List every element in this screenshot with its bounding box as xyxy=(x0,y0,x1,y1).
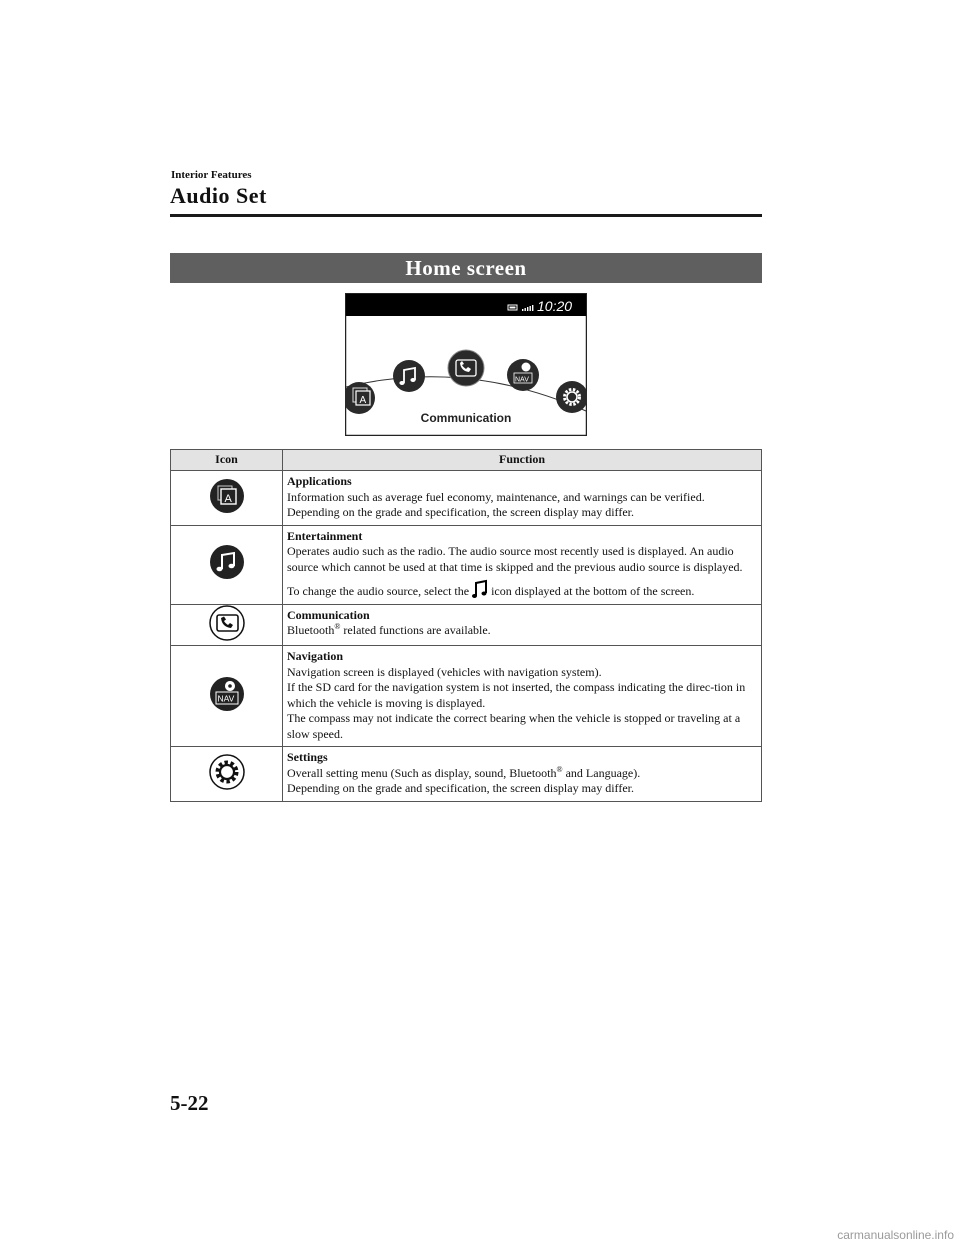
row-text: Navigation screen is displayed (vehicles with navigation system). xyxy=(287,664,602,679)
row-title: Communication xyxy=(287,607,370,622)
row-text: Information such as average fuel economy, maintenance, and warnings can be verified. xyxy=(287,489,705,504)
navigation-icon[interactable] xyxy=(507,359,539,391)
table-row xyxy=(171,604,762,646)
page-number: 5-22 xyxy=(170,1091,209,1115)
svg-text:NAV: NAV xyxy=(515,376,529,384)
title-divider xyxy=(170,214,762,217)
clock-time: 10:20 xyxy=(537,298,573,314)
watermark: carmanualsonline.info xyxy=(837,1228,954,1242)
section-label: Interior Features xyxy=(171,169,252,181)
column-header-function: Function xyxy=(283,450,762,471)
settings-gear-icon xyxy=(209,754,245,790)
row-title: Applications xyxy=(287,474,352,488)
row-text: Bluetooth® related functions are available. xyxy=(287,622,491,637)
applications-icon xyxy=(209,478,245,514)
table-row xyxy=(171,646,762,747)
entertainment-icon[interactable] xyxy=(393,360,425,392)
table-row xyxy=(171,471,762,526)
phone-icon xyxy=(209,605,245,641)
communication-icon[interactable] xyxy=(448,350,484,386)
settings-icon[interactable] xyxy=(556,381,587,413)
svg-text:NAV: NAV xyxy=(217,693,234,704)
navigation-icon xyxy=(209,676,245,712)
row-title: Settings xyxy=(287,750,328,764)
chapter-title: Audio Set xyxy=(170,183,267,208)
home-screen-illustration xyxy=(345,293,587,436)
music-note-icon xyxy=(472,579,488,599)
table-row xyxy=(171,747,762,802)
selected-app-label: Communication xyxy=(420,411,512,425)
home-screen-banner: Home screen xyxy=(170,253,762,283)
table-row xyxy=(171,525,762,604)
row-note: To change the audio source, select the icon displayed at the bottom of the screen. xyxy=(287,579,757,600)
row-text: The compass may not indicate the correct bearing when the vehicle is stopped or traveling at a slow speed. xyxy=(287,711,741,741)
row-text: Depending on the grade and specification, the screen display may differ. xyxy=(287,505,634,519)
row-text: Operates audio such as the radio. The audio source most recently used is displayed. An audio source which cannot be used at that time is skipped and the previous audio source is displayed. xyxy=(287,544,743,574)
svg-text:A: A xyxy=(224,492,232,505)
row-text: Overall setting menu (Such as display, sound, Bluetooth® and Language). xyxy=(287,764,641,780)
svg-text:A: A xyxy=(359,395,367,406)
row-text: Depending on the grade and specification, the screen display may differ. xyxy=(287,781,634,795)
row-title: Navigation xyxy=(287,649,344,663)
row-text: If the SD card for the navigation system is not inserted, the compass indicating the direc-tion in which the vehicle is moving is displayed. xyxy=(287,680,746,710)
music-note-icon xyxy=(209,544,245,580)
column-header-icon: Icon xyxy=(171,450,283,471)
icon-function-table xyxy=(170,449,762,802)
row-title: Entertainment xyxy=(287,528,363,543)
